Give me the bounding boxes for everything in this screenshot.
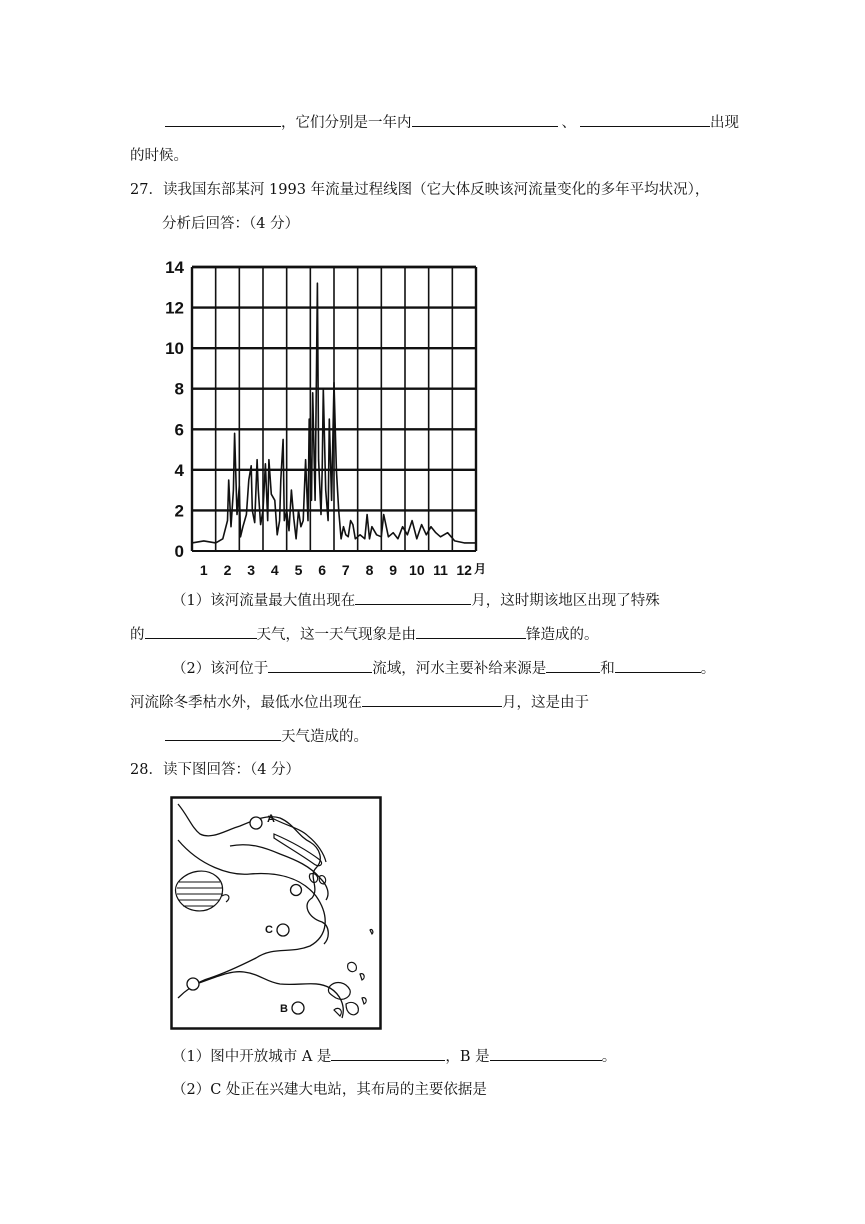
city-c-label: C [265, 924, 273, 936]
answer-blank[interactable] [355, 590, 471, 605]
y-tick-label: 8 [174, 379, 184, 399]
answer-blank[interactable] [412, 112, 558, 127]
y-tick-label: 6 [174, 420, 184, 440]
x-tick-label: 12 [456, 562, 472, 578]
y-tick-label: 14 [165, 258, 184, 277]
unlabeled-city-marker [187, 978, 199, 990]
x-tick-label: 6 [318, 562, 327, 578]
x-tick-label: 8 [365, 562, 374, 578]
unlabeled-city-marker [291, 885, 302, 896]
answer-blank[interactable] [546, 658, 600, 673]
q28-p1: （1）图中开放城市 A 是 ，B 是 。 [172, 1046, 616, 1067]
x-tick-label: 5 [294, 562, 303, 578]
q26-line2: 的时候。 [130, 148, 188, 164]
y-tick-label: 0 [174, 542, 184, 561]
city-a-marker [250, 817, 262, 829]
y-tick-label: 12 [165, 298, 184, 318]
q26-line1: ，它们分别是一年内 、 出现 [165, 112, 739, 133]
answer-blank[interactable] [268, 658, 372, 673]
x-tick-label: 10 [409, 562, 425, 578]
coastal-map [170, 796, 382, 1030]
x-tick-label: 9 [389, 562, 398, 578]
x-axis-unit: 月 [474, 562, 487, 576]
q27-p2-line3: 天气造成的。 [165, 726, 368, 747]
answer-blank[interactable] [615, 658, 701, 673]
q28-title: 28．读下图回答：（4 分） [130, 762, 301, 778]
answer-blank[interactable] [165, 112, 281, 127]
q27-title: 27．读我国东部某河 1993 年流量过程线图（它大体反映该河流量变化的多年平均状况）， [130, 182, 710, 198]
answer-blank[interactable] [165, 726, 281, 741]
answer-blank[interactable] [580, 112, 710, 127]
answer-blank[interactable] [145, 624, 257, 639]
river-discharge-chart [160, 255, 500, 585]
answer-blank[interactable] [362, 692, 502, 707]
x-tick-label: 11 [433, 562, 448, 578]
q27-p2-line2: 河流除冬季枯水外，最低水位出现在 月，这是由于 [130, 692, 589, 713]
q27-p1-line2: 的 天气，这一天气现象是由 锋造成的。 [130, 624, 599, 645]
city-c-marker [277, 924, 289, 936]
city-b-marker [292, 1002, 304, 1014]
x-tick-label: 2 [223, 562, 232, 578]
answer-blank[interactable] [416, 624, 526, 639]
city-b-label: B [280, 1003, 288, 1015]
x-tick-label: 3 [247, 562, 256, 578]
y-tick-label: 2 [174, 501, 184, 521]
x-tick-label: 1 [199, 562, 208, 578]
answer-blank[interactable] [490, 1046, 602, 1061]
y-tick-label: 4 [174, 460, 184, 480]
city-a-label: A [267, 813, 275, 825]
q27-p1-line1: （1）该河流量最大值出现在 月，这时期该地区出现了特殊 [172, 590, 660, 611]
q27-title-line2: 分析后回答：（4 分） [162, 216, 300, 232]
q28-p2: （2）C 处正在兴建大电站，其布局的主要依据是 [172, 1082, 487, 1098]
x-tick-label: 7 [341, 562, 350, 578]
q27-p2-line1: （2）该河位于 流域，河水主要补给来源是 和 。 [172, 658, 715, 679]
answer-blank[interactable] [331, 1046, 445, 1061]
y-tick-label: 10 [165, 339, 184, 359]
y-axis-ticks [165, 258, 184, 561]
x-axis-ticks [200, 562, 486, 578]
x-tick-label: 4 [270, 562, 279, 578]
